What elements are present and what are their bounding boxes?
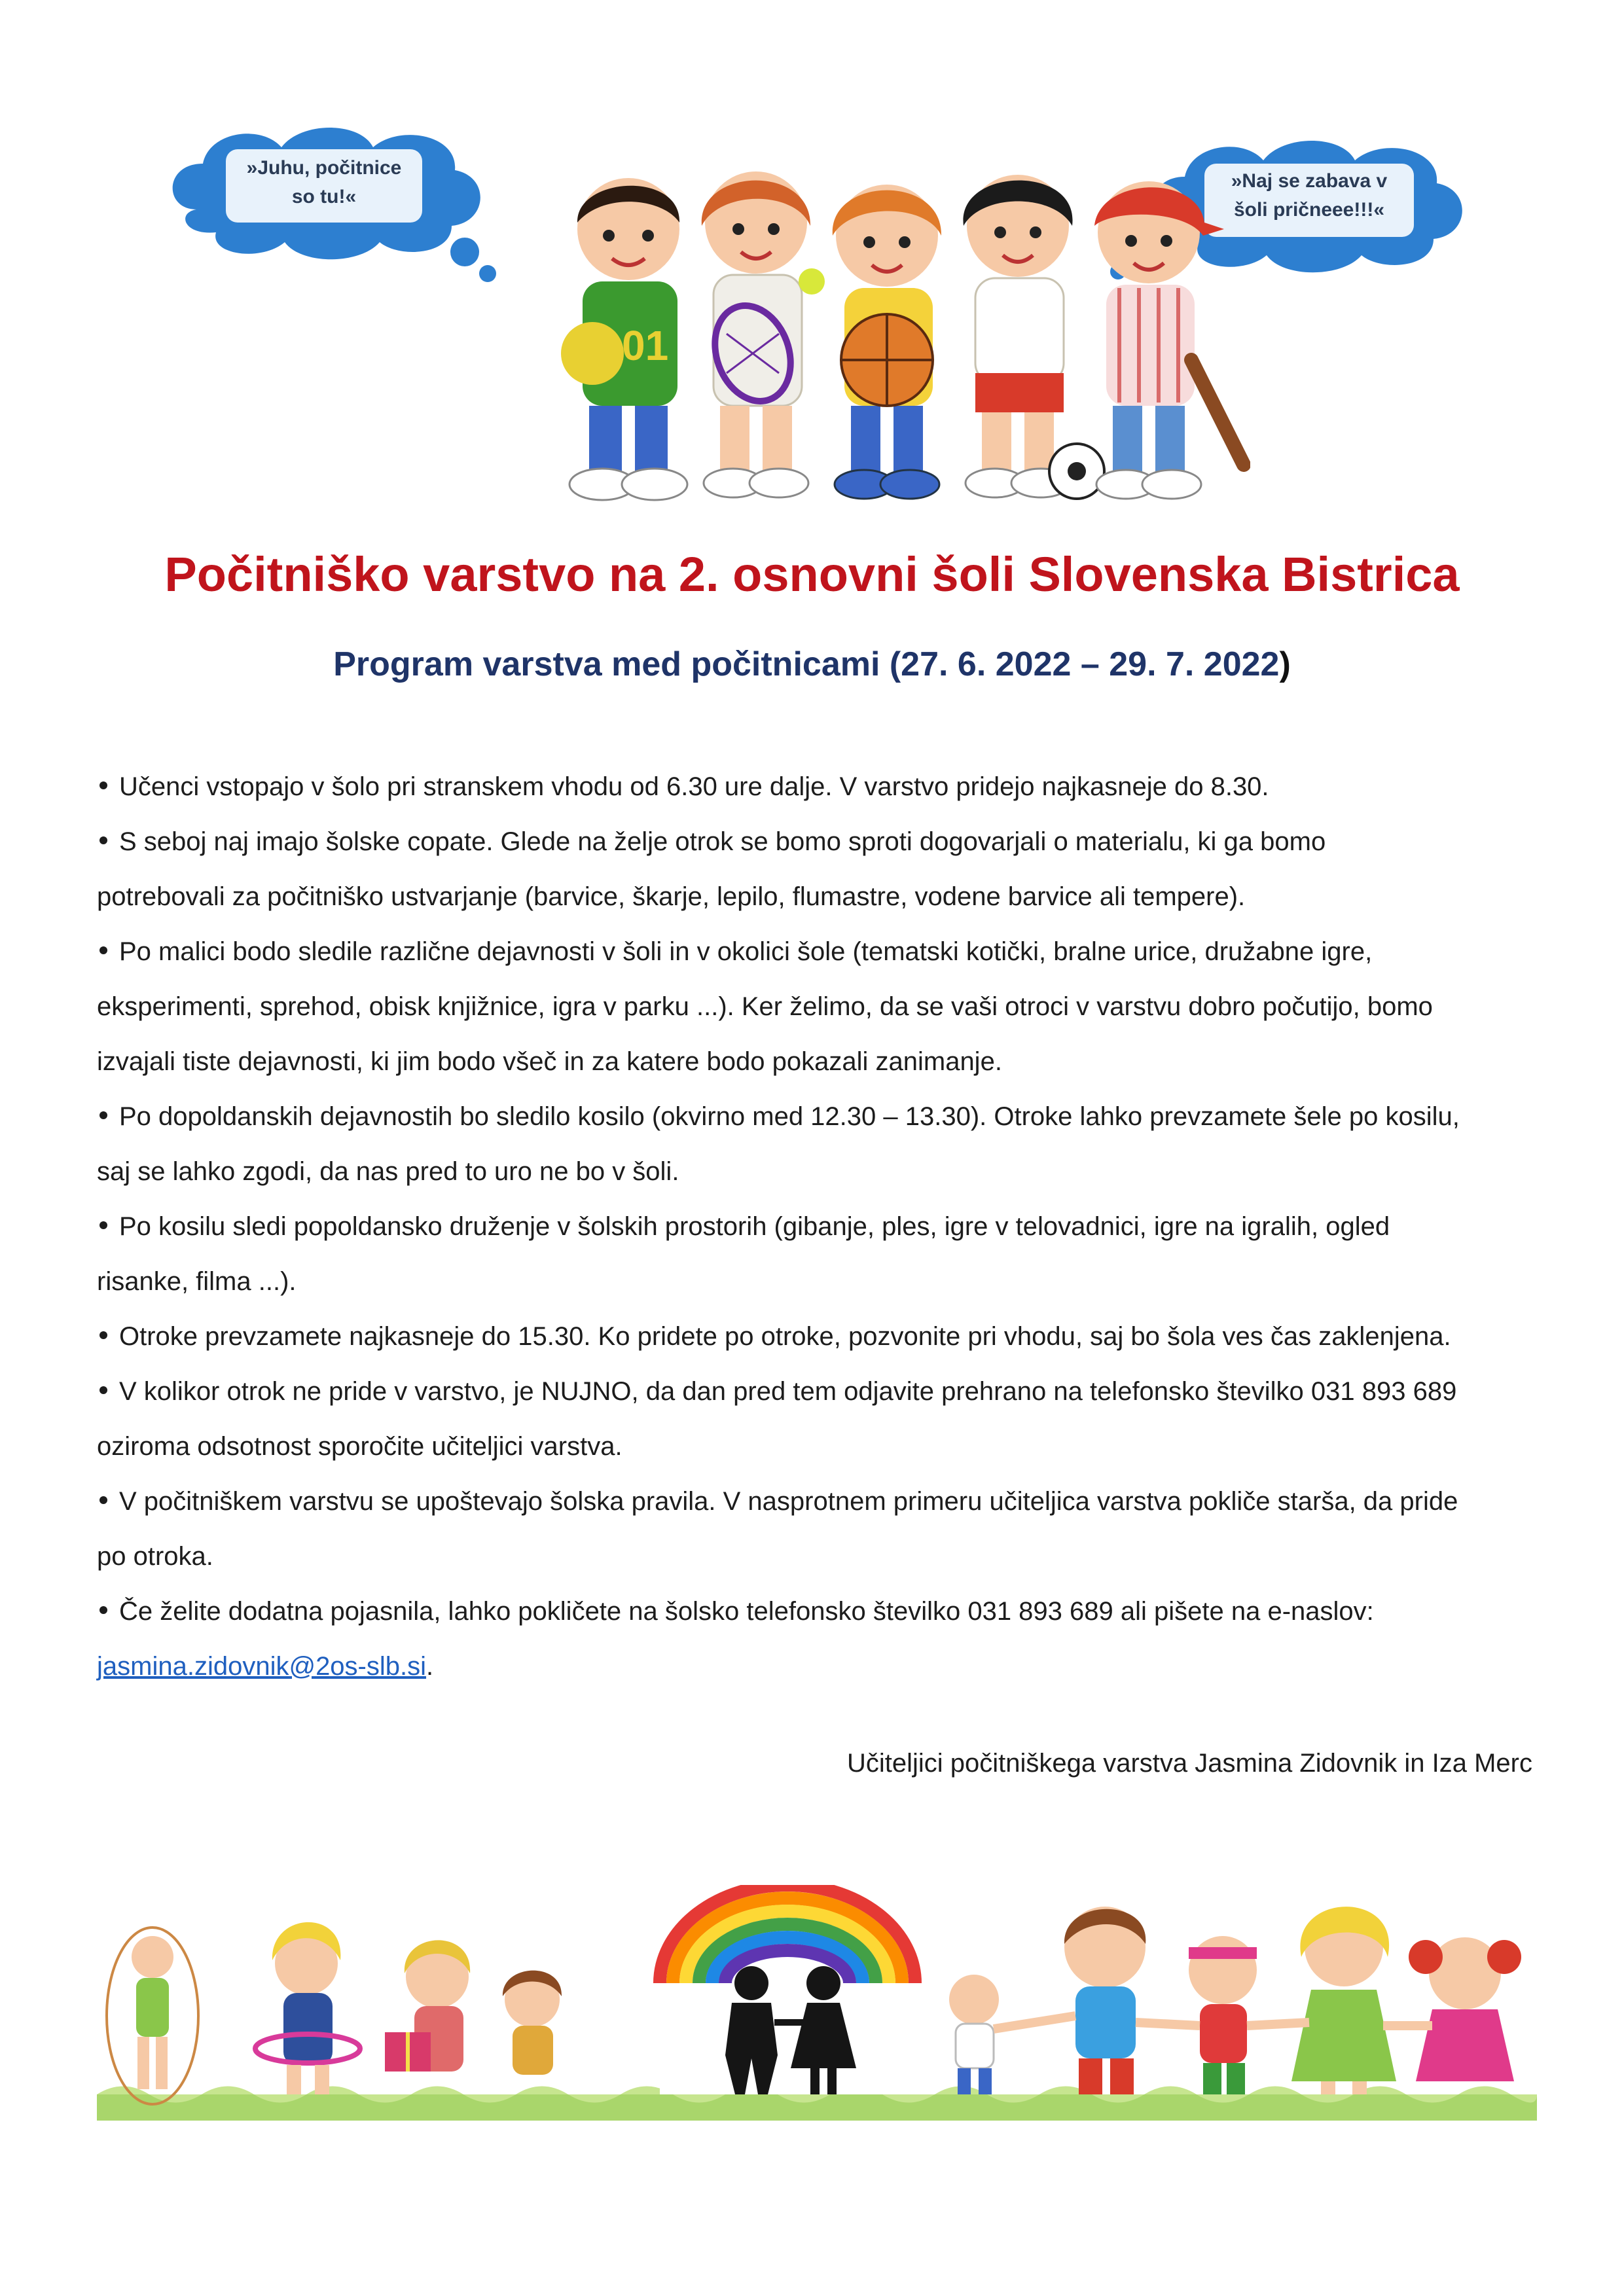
rainbow-silhouettes xyxy=(660,1885,915,2094)
left-cloud-text: »Juhu, počitnice so tu!« xyxy=(246,157,402,207)
list-item: Če želite dodatna pojasnila, lahko pokličete na šolsko telefonsko številko 031 893 689 ali pišete na e-naslov: xyxy=(97,1584,1524,1639)
list-item-continuation: eksperimenti, sprehod, obisk knjižnice, igra v parku ...). Ker želimo, da se vaši otroci v varstvu dobro počutijo, bomo xyxy=(97,992,1433,1021)
kid-small-sitting xyxy=(503,1971,562,2075)
subtitle-text: Program varstva med počitnicami (27. 6. 2022 – 29. 7. 2022 xyxy=(333,645,1280,683)
list-item: Učenci vstopajo v šolo pri stranskem vhodu od 6.30 ure dalje. V varstvo pridejo najkasneje do 8.30. xyxy=(97,759,1524,814)
kids-sports-illustration xyxy=(157,118,1466,511)
list-item: Po kosilu sledi popoldansko druženje v šolskih prostorih (gibanje, ples, igre v telovadnici, igre na igralih, ogled xyxy=(97,1199,1524,1254)
kid-hula-hoop xyxy=(255,1922,360,2094)
kid-girl-red-pigtails xyxy=(1383,1937,1521,2081)
program-body xyxy=(97,759,1524,1694)
list-item: V počitniškem varstvu se upoštevajo šolska pravila. V nasprotnem primeru učiteljica varstva pokliče starša, da pride xyxy=(97,1474,1524,1529)
kid-green-jersey xyxy=(561,178,687,500)
kid-baby xyxy=(949,1975,999,2094)
list-item-continuation: risanke, filma ...). xyxy=(97,1267,297,1296)
bullet-icon xyxy=(99,781,107,789)
bullet-icon xyxy=(99,1386,107,1394)
list-item: S seboj naj imajo šolske copate. Glede na želje otrok se bomo sproti dogovarjali o materialu, ki ga bomo xyxy=(97,814,1524,869)
bullet-icon xyxy=(99,1111,107,1119)
signature: Učiteljici počitniškega varstva Jasmina Zidovnik in Iza Merc xyxy=(846,1749,1532,1778)
list-item-continuation: po otroka. xyxy=(97,1542,213,1571)
kid-boy-blue xyxy=(994,1907,1146,2094)
list-item: Po malici bodo sledile različne dejavnosti v šoli in v okolici šole (tematski kotički, bralne urice, družabne igre, xyxy=(97,924,1524,979)
list-item: Po dopoldanskih dejavnostih bo sledilo kosilo (okvirno med 12.30 – 13.30). Otroke lahko prevzamete šele po kosilu, xyxy=(97,1089,1524,1144)
list-item-continuation: potrebovali za počitniško ustvarjanje (barvice, škarje, lepilo, flumastre, vodene barvice ali tempere). xyxy=(97,882,1246,911)
list-item-continuation: oziroma odsotnost sporočite učiteljici varstva. xyxy=(97,1432,623,1461)
list-item-continuation: jasmina.zidovnik@2os-slb.si. xyxy=(97,1652,434,1681)
kid-baseball-bat xyxy=(1094,181,1244,499)
kid-with-gift xyxy=(385,1940,470,2072)
kid-girl-headband xyxy=(1136,1936,1257,2094)
five-kids-with-balls xyxy=(530,164,1250,511)
list-item-continuation: saj se lahko zgodi, da nas pred to uro ne bo v šoli. xyxy=(97,1157,679,1186)
bullet-icon xyxy=(99,1496,107,1504)
kids-rainbow-illustration xyxy=(97,1885,1537,2121)
page-subtitle xyxy=(0,645,1624,684)
list-item-continuation: izvajali tiste dejavnosti, ki jim bodo všeč in za katere bodo pokazali zanimanje. xyxy=(97,1047,1002,1076)
right-cloud-text: »Naj se zabava v šoli pričneee!!!« xyxy=(1231,170,1388,221)
list-item: V kolikor otrok ne pride v varstvo, je NUJNO, da dan pred tem odjavite prehrano na telefonsko številko 031 893 689 xyxy=(97,1364,1524,1419)
kid-tennis-racket xyxy=(702,171,825,497)
email-link[interactable]: jasmina.zidovnik@2os-slb.si xyxy=(97,1652,427,1681)
kid-red-shorts xyxy=(963,175,1104,499)
bullet-icon xyxy=(99,1331,107,1339)
jersey-number: 01 xyxy=(622,322,669,369)
bullet-icon xyxy=(99,1606,107,1614)
page-title: Počitniško varstvo na 2. osnovni šoli Slovenska Bistrica xyxy=(164,547,1460,601)
kid-girl-blonde xyxy=(1247,1907,1396,2094)
kid-jump-rope xyxy=(107,1928,198,2104)
bullet-icon xyxy=(99,1221,107,1229)
bullet-icon xyxy=(99,836,107,844)
list-item: Otroke prevzamete najkasneje do 15.30. Ko pridete po otroke, pozvonite pri vhodu, saj bo šola ves čas zaklenjena. xyxy=(97,1309,1524,1364)
bullet-icon xyxy=(99,946,107,954)
kid-basketball xyxy=(833,185,941,499)
subtitle-closing-paren: ) xyxy=(1279,645,1291,683)
